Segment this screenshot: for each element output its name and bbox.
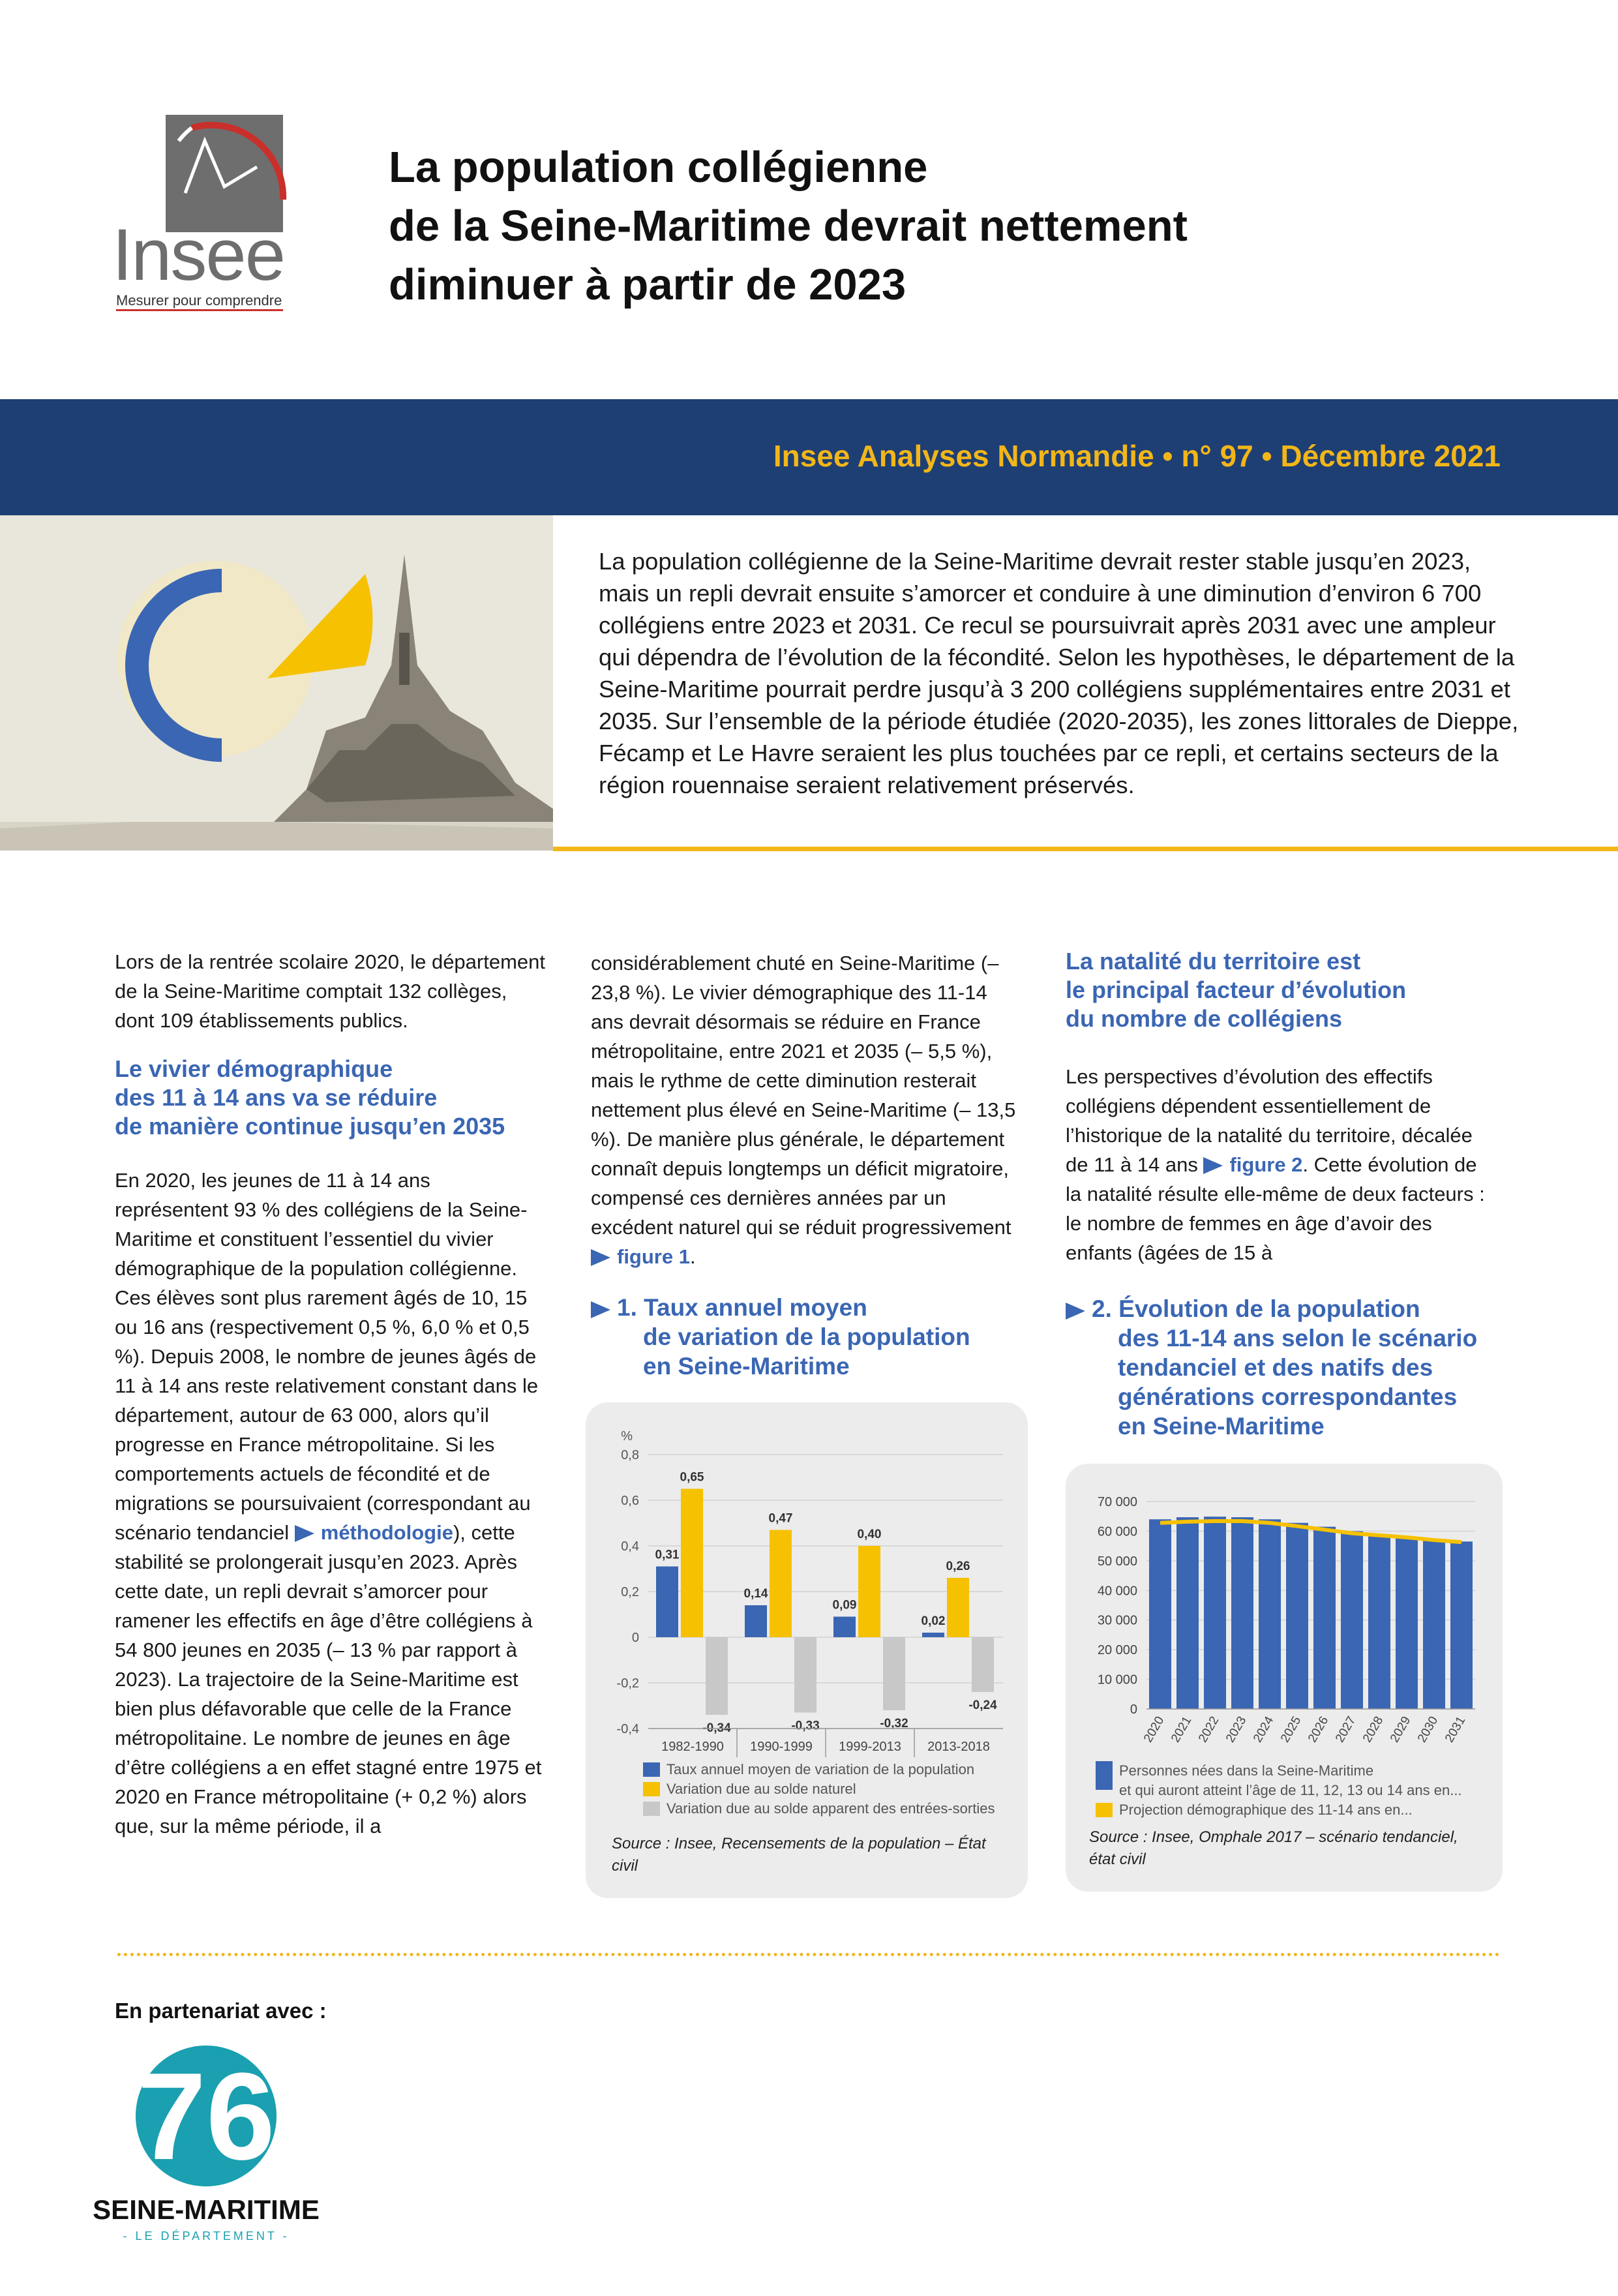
data-label: 0,02 xyxy=(921,1614,946,1628)
insee-logo xyxy=(112,115,290,310)
data-label: 0,47 xyxy=(768,1511,793,1526)
data-label: 0,40 xyxy=(857,1528,882,1541)
dotted-divider xyxy=(117,1953,1500,1956)
figure-1-link[interactable]: figure 1 xyxy=(617,1245,690,1268)
y-tick-label: 0 xyxy=(1130,1702,1137,1717)
x-tick-label: 2022 xyxy=(1196,1714,1222,1745)
data-label: -0,24 xyxy=(968,1699,997,1712)
figure-1-chart xyxy=(586,1402,1028,1898)
arrow-icon xyxy=(591,1249,610,1266)
bar xyxy=(656,1567,678,1638)
bar xyxy=(1176,1517,1199,1709)
title-line-1: La population collégienne xyxy=(389,143,928,192)
data-label: 0,65 xyxy=(680,1470,704,1485)
legend-label: Variation due au solde apparent des entrées-sorties xyxy=(667,1800,995,1817)
heading-line: le principal facteur d’évolution xyxy=(1066,976,1407,1003)
fig-title-line: de variation de la population xyxy=(643,1323,970,1350)
seine-maritime-logo xyxy=(93,2038,320,2273)
x-tick-label: 1990-1999 xyxy=(750,1740,813,1754)
y-tick-label: -0,4 xyxy=(616,1722,639,1736)
body-paragraph: considérablement chuté en Seine-Maritime (– 23,8 %). Le vivier démographique des 11-14 ans devrait désormais se réduire en France métropolitaine, entre 2021 et 2035 (– 5,5 %), mais le rythme de cette diminution resterait nettement plus élevé en Seine-Maritime (– 13,5 %). De manière plus générale, le département connaît depuis longtemps un déficit migratoire, compensé ces dernières années par un excédent naturel qui se réduit progressivement figure 1. xyxy=(591,952,1016,1268)
bar xyxy=(1368,1534,1390,1709)
title-line-3: diminuer à partir de 2023 xyxy=(389,260,906,309)
fig-title-line: générations correspondantes xyxy=(1118,1383,1458,1410)
legend-swatch xyxy=(643,1802,660,1816)
fig-title-line: 2. Évolution de la population xyxy=(1092,1295,1420,1322)
x-tick-label: 1999-2013 xyxy=(839,1740,901,1754)
legend-swatch xyxy=(1096,1761,1113,1790)
bar xyxy=(972,1637,994,1692)
figure-1-title xyxy=(591,1293,1047,1381)
y-tick-label: 70 000 xyxy=(1097,1495,1137,1509)
bar xyxy=(833,1617,856,1638)
bar xyxy=(1231,1517,1253,1709)
y-tick-label: 0,8 xyxy=(621,1448,639,1462)
body-text: Les perspectives d’évolution des effectifs collégiens dépendent essentiellement de l’historique de la natalité du territoire, décalée de 11 à 14 ans xyxy=(1066,1065,1473,1176)
arrow-icon xyxy=(1203,1157,1223,1174)
y-tick-label: 30 000 xyxy=(1097,1613,1137,1628)
data-label: 0,09 xyxy=(832,1598,857,1612)
bar xyxy=(706,1637,728,1715)
data-label: 0,26 xyxy=(946,1560,970,1573)
seine-maritime-logo-svg xyxy=(93,2038,320,2273)
x-tick-label: 2013-2018 xyxy=(927,1740,990,1754)
x-tick-label: 2027 xyxy=(1333,1714,1359,1745)
data-label: 0,31 xyxy=(655,1548,680,1562)
bar xyxy=(1450,1541,1473,1709)
x-tick-label: 2029 xyxy=(1388,1714,1414,1745)
y-tick-label: 60 000 xyxy=(1097,1524,1137,1539)
methodology-link[interactable]: méthodologie xyxy=(320,1521,453,1544)
bar xyxy=(681,1489,703,1638)
bar xyxy=(947,1578,969,1637)
legend-label: Projection démographique des 11-14 ans en... xyxy=(1119,1802,1413,1818)
x-tick-label: 2026 xyxy=(1306,1714,1332,1745)
column-1 xyxy=(115,947,545,1841)
arrow-icon xyxy=(1066,1303,1085,1320)
heading-line: de manière continue jusqu’en 2035 xyxy=(115,1113,505,1140)
column-2 xyxy=(591,948,1021,1271)
x-tick-label: 1982-1990 xyxy=(661,1740,724,1754)
x-tick-label: 2031 xyxy=(1443,1714,1469,1745)
body-text: considérablement chuté en Seine-Maritime (– 23,8 %). Le vivier démographique des 11-14 ans devrait désormais se réduire en France métropolitaine, entre 2021 et 2035 (– 5,5 %), mais le rythme de cette diminution resterait nettement plus élevé en Seine-Maritime (– 13,5 %). De manière plus générale, le département connaît depuis longtemps un déficit migratoire, compensé ces dernières années par un excédent naturel qui se réduit progressivement xyxy=(591,952,1016,1239)
hero-illustration xyxy=(0,515,553,851)
heading-line: des 11 à 14 ans va se réduire xyxy=(115,1084,438,1111)
bar xyxy=(745,1605,767,1637)
body-text: ), cette stabilité se prolongerait jusqu’en 2023. Après cette date, un repli devrait s’amorcer pour ramener les effectifs en âge d’être collégiens à 54 800 jeunes en 2035 (– 13 % par rapport à 2023). La trajectoire de la Seine-Maritime est bien plus défavorable que celle de la France métropolitaine. Le nombre de jeunes en âge d’être collégiens a en effet stagné entre 1975 et 2020 en France métropolitaine (+ 0,2 %) alors que, sur la même période, il a xyxy=(115,1521,542,1837)
y-tick-label: 0,2 xyxy=(621,1585,639,1599)
column-3 xyxy=(1066,1062,1496,1267)
legend-item xyxy=(643,1799,1021,1819)
bar xyxy=(1149,1519,1171,1709)
bar xyxy=(858,1546,880,1637)
bar xyxy=(1313,1527,1336,1709)
fig-title-line: 1. Taux annuel moyen xyxy=(617,1294,867,1321)
bar xyxy=(1396,1537,1418,1709)
legend-label-line: Personnes nées dans la Seine-Maritime xyxy=(1119,1762,1374,1779)
body-paragraph xyxy=(115,1166,545,1841)
y-unit-label: % xyxy=(621,1429,633,1443)
bar xyxy=(1423,1540,1445,1709)
logo-number: 76 xyxy=(137,2047,275,2186)
legend-label: Variation due au solde naturel xyxy=(667,1781,856,1797)
section-heading-1 xyxy=(115,1055,545,1141)
figure-2-link[interactable]: figure 2 xyxy=(1229,1153,1303,1176)
gold-divider xyxy=(553,847,1618,851)
bar xyxy=(1286,1523,1308,1709)
data-label: -0,32 xyxy=(880,1717,908,1730)
figure-1-svg xyxy=(586,1402,1028,1768)
logo-tagline: Mesurer pour comprendre xyxy=(116,292,282,309)
x-tick-label: 2021 xyxy=(1169,1714,1195,1745)
fig-title-line: des 11-14 ans selon le scénario xyxy=(1118,1325,1478,1352)
legend-label xyxy=(1119,1761,1462,1800)
heading-line: Le vivier démographique xyxy=(115,1055,393,1082)
figure-2-legend xyxy=(1096,1761,1487,1820)
figure-2-source: Source : Insee, Omphale 2017 – scénario tendanciel, état civil xyxy=(1089,1828,1458,1868)
issue-label: Insee Analyses Normandie • n° 97 • Décembre 2021 xyxy=(773,439,1501,473)
y-tick-label: 0,4 xyxy=(621,1539,639,1554)
legend-item xyxy=(1096,1800,1487,1820)
x-tick-label: 2028 xyxy=(1360,1714,1386,1745)
y-tick-label: 0,6 xyxy=(621,1494,639,1508)
logo-word: Insee xyxy=(112,214,284,295)
x-tick-label: 2020 xyxy=(1141,1714,1167,1745)
y-tick-label: -0,2 xyxy=(616,1676,639,1691)
bar xyxy=(794,1637,816,1713)
x-tick-label: 2030 xyxy=(1415,1714,1441,1745)
section-heading-2 xyxy=(1066,947,1522,1033)
data-label: -0,34 xyxy=(702,1721,731,1735)
x-tick-label: 2023 xyxy=(1223,1714,1250,1745)
y-tick-label: 40 000 xyxy=(1097,1584,1137,1599)
x-tick-label: 2024 xyxy=(1251,1714,1277,1745)
title-line-2: de la Seine-Maritime devrait nettement xyxy=(389,202,1188,250)
x-tick-label: 2025 xyxy=(1278,1714,1304,1745)
bar xyxy=(770,1530,792,1638)
figure-1-legend xyxy=(643,1760,1021,1819)
legend-label: Taux annuel moyen de variation de la population xyxy=(667,1761,975,1777)
arrow-icon xyxy=(591,1301,610,1318)
legend-item xyxy=(643,1760,1021,1779)
arrow-icon xyxy=(295,1525,314,1542)
mont-saint-michel-illustration xyxy=(0,515,553,851)
data-label: -0,33 xyxy=(791,1719,820,1733)
logo-name: SEINE-MARITIME xyxy=(93,2194,320,2225)
partner-label: En partenariat avec : xyxy=(115,1999,327,2023)
heading-line: du nombre de collégiens xyxy=(1066,1005,1343,1032)
bar xyxy=(922,1633,944,1637)
legend-swatch xyxy=(643,1762,660,1777)
legend-swatch xyxy=(643,1782,660,1796)
page-title xyxy=(389,138,1550,314)
intro-paragraph: Lors de la rentrée scolaire 2020, le département de la Seine-Maritime comptait 132 collèges, dont 109 établissements publics. xyxy=(115,950,546,1032)
bar xyxy=(1204,1517,1226,1709)
legend-item xyxy=(1096,1761,1487,1800)
data-label: 0,14 xyxy=(743,1587,768,1601)
fig-title-line: en Seine-Maritime xyxy=(1118,1413,1325,1440)
figure-2-svg xyxy=(1066,1464,1503,1757)
bar xyxy=(1259,1519,1281,1709)
legend-item xyxy=(643,1779,1021,1799)
figure-2-chart xyxy=(1066,1464,1503,1892)
y-tick-label: 0 xyxy=(631,1631,639,1645)
fig-title-line: en Seine-Maritime xyxy=(643,1353,850,1380)
heading-line: La natalité du territoire est xyxy=(1066,948,1361,974)
body-text: . Cette évolution de la natalité résulte elle-même de deux facteurs : le nombre de femmes en âge d’avoir des enfants (âgées de 15 à xyxy=(1066,1153,1485,1264)
logo-underline xyxy=(116,309,283,311)
y-tick-label: 50 000 xyxy=(1097,1554,1137,1569)
figure-2-title xyxy=(1066,1294,1535,1441)
body-text: En 2020, les jeunes de 11 à 14 ans représentent 93 % des collégiens de la Seine-Maritime et constituent l’essentiel du vivier démographique de la population collégienne. Ces élèves sont plus rarement âgés de 10, 15 ou 16 ans (respectivement 0,5 %, 6,0 % et 0,5 %). Depuis 2008, le nombre de jeunes âgés de 11 à 14 ans reste relativement constant dans le département, autour de 63 000, alors qu’il progresse en France métropolitaine. Si les comportements actuels de fécondité et de migrations se poursuivaient (correspondant au scénario tendanciel xyxy=(115,1169,539,1544)
body-paragraph xyxy=(1066,1062,1496,1267)
y-tick-label: 20 000 xyxy=(1097,1643,1137,1658)
abstract-text: La population collégienne de la Seine-Maritime devrait rester stable jusqu’en 2023, mais un repli devrait ensuite s’amorcer et conduire à une diminution d’environ 6 700 collégiens entre 2023 et 2031. Ce recul se poursuivrait après 2031 avec une ampleur qui dépendra de l’évolution de la fécondité. Selon les hypothèses, le département de la Seine-Maritime pourrait perdre jusqu’à 3 200 collégiens supplémentaires entre 2031 et 2035. Sur l’ensemble de la période étudiée (2020-2035), les zones littorales de Dieppe, Fécamp et Le Havre seraient les plus touchées par ce repli, et certains secteurs de la région rouennaise seraient relativement préservés. xyxy=(599,548,1519,798)
legend-label-line: et qui auront atteint l’âge de 11, 12, 13 ou 14 ans en... xyxy=(1119,1782,1462,1798)
bar xyxy=(1341,1531,1363,1709)
logo-sub: - LE DÉPARTEMENT - xyxy=(123,2229,290,2243)
fig-title-line: tendanciel et des natifs des xyxy=(1118,1354,1433,1381)
bar xyxy=(883,1637,905,1710)
legend-swatch xyxy=(1096,1803,1113,1817)
figure-1-source: Source : Insee, Recensements de la population – État civil xyxy=(612,1835,986,1875)
y-tick-label: 10 000 xyxy=(1097,1672,1137,1687)
